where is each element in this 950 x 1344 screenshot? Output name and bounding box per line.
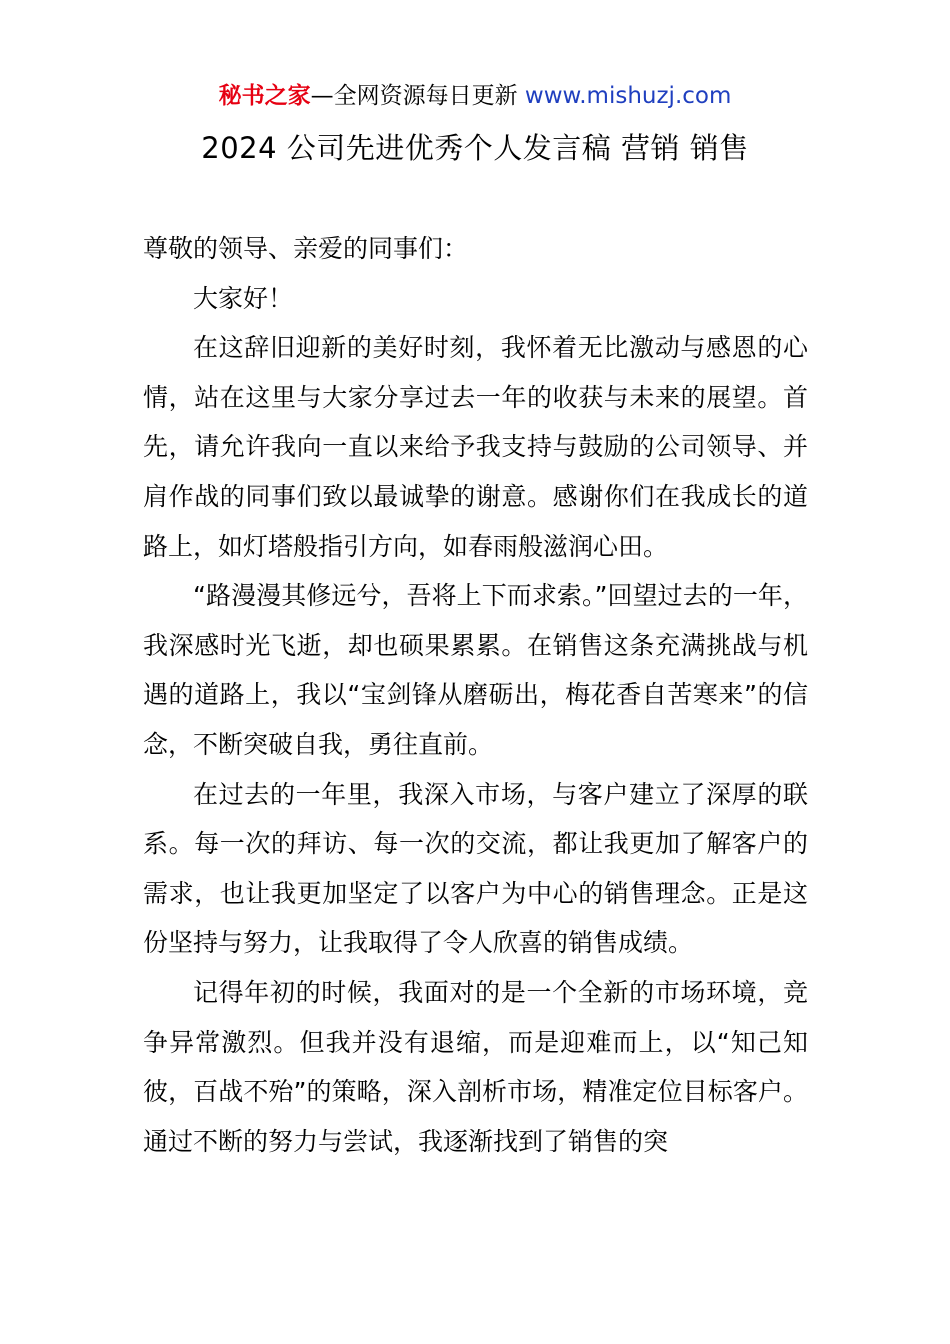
paragraph: 记得年初的时候，我面对的是一个全新的市场环境，竞争异常激烈。但我并没有退缩，而是迎难而上，以“知己知彼，百战不殆”的策略，深入剖析市场，精准定位目标客户。通过不断的努力与尝试，我逐渐找到了销售的突	[143, 977, 808, 1156]
salutation: 尊敬的领导、亲爱的同事们：	[143, 234, 469, 263]
site-header	[0, 78, 950, 114]
site-url-link[interactable]: www.mishuzj.com	[524, 83, 732, 109]
brand-name: 秘书之家	[218, 83, 311, 109]
document-title: 2024 公司先进优秀个人发言稿 营销 销售	[201, 131, 749, 165]
header-tagline: —全网资源每日更新	[310, 83, 518, 109]
paragraph: “路漫漫其修远兮，吾将上下而求索。”回望过去的一年，我深感时光飞逝，却也硕果累累。在销售这条充满挑战与机遇的道路上，我以“宝剑锋从磨砺出，梅花香自苦寒来”的信念，不断突破自我，勇往直前。	[143, 581, 808, 759]
document-body	[143, 224, 808, 1166]
paragraph: 在过去的一年里，我深入市场，与客户建立了深厚的联系。每一次的拜访、每一次的交流，都让我更加了解客户的需求，也让我更加坚定了以客户为中心的销售理念。正是这份坚持与努力，让我取得了令人欣喜的销售成绩。	[143, 779, 808, 958]
paragraph: 在这辞旧迎新的美好时刻，我怀着无比激动与感恩的心情，站在这里与大家分享过去一年的收获与未来的展望。首先，请允许我向一直以来给予我支持与鼓励的公司领导、并肩作战的同事们致以最诚挚的谢意。感谢你们在我成长的道路上，如灯塔般指引方向，如春雨般滋润心田。	[143, 333, 808, 561]
greeting: 大家好！	[193, 283, 294, 313]
